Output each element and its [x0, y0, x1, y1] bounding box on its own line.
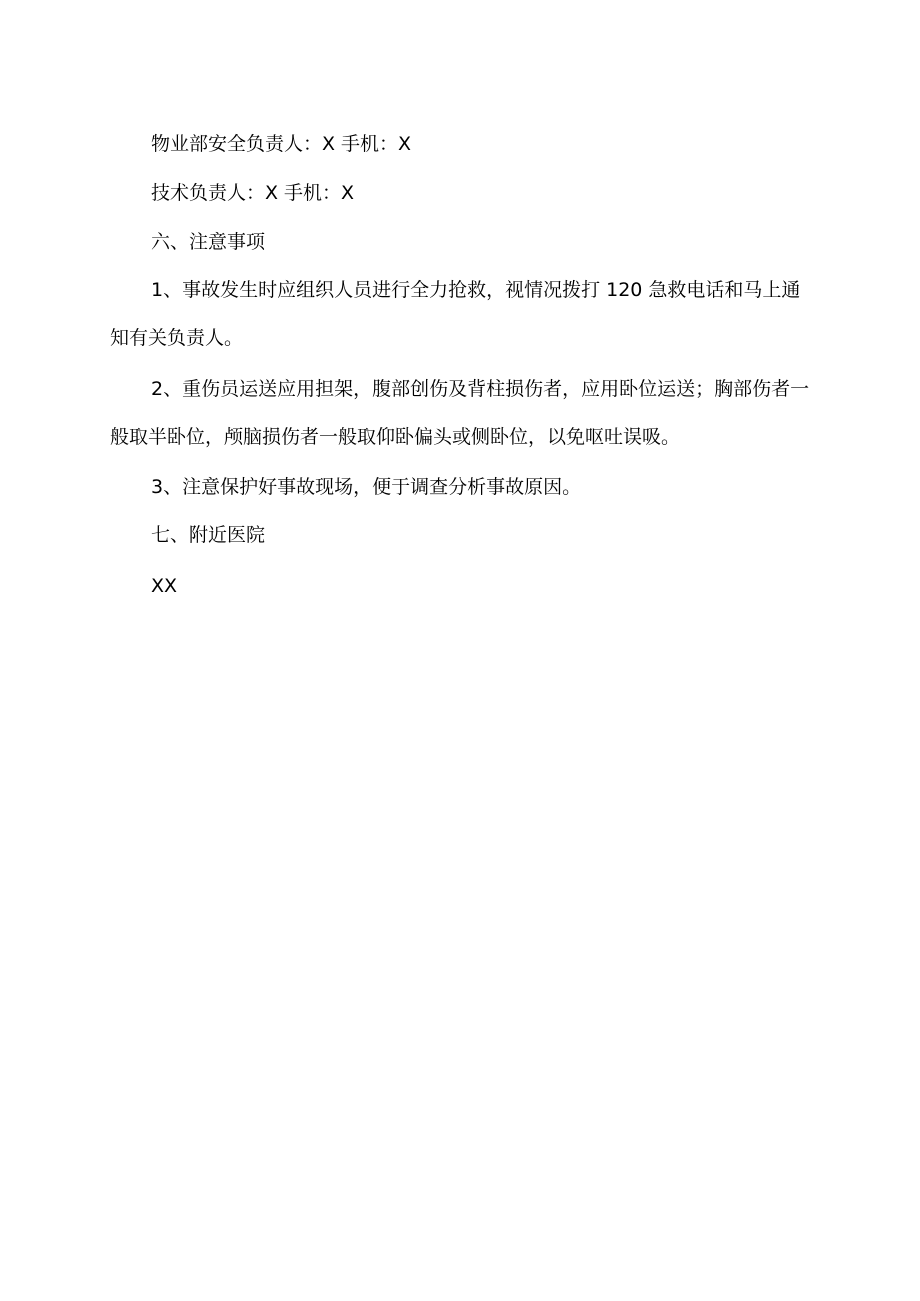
precaution-item-3: 3、注意保护好事故现场，便于调查分析事故原因。 — [151, 476, 582, 498]
section-heading-precautions: 六、注意事项 — [151, 231, 266, 253]
nearby-hospital-value: XX — [151, 575, 178, 597]
section-heading-nearby-hospital: 七、附近医院 — [151, 524, 266, 546]
property-safety-contact-line: 物业部安全负责人：X 手机：X — [151, 133, 412, 155]
precaution-item-1: 1、事故发生时应组织人员进行全力抢救，视情况拨打 120 急救电话和马上通知有关负责人。 — [110, 279, 801, 349]
technical-contact-line: 技术负责人：X 手机：X — [151, 182, 355, 204]
precaution-item-2: 2、重伤员运送应用担架，腹部创伤及背柱损伤者，应用卧位运送；胸部伤者一般取半卧位，颅脑损伤者一般取仰卧偏头或侧卧位，以免呕吐误吸。 — [110, 378, 810, 448]
